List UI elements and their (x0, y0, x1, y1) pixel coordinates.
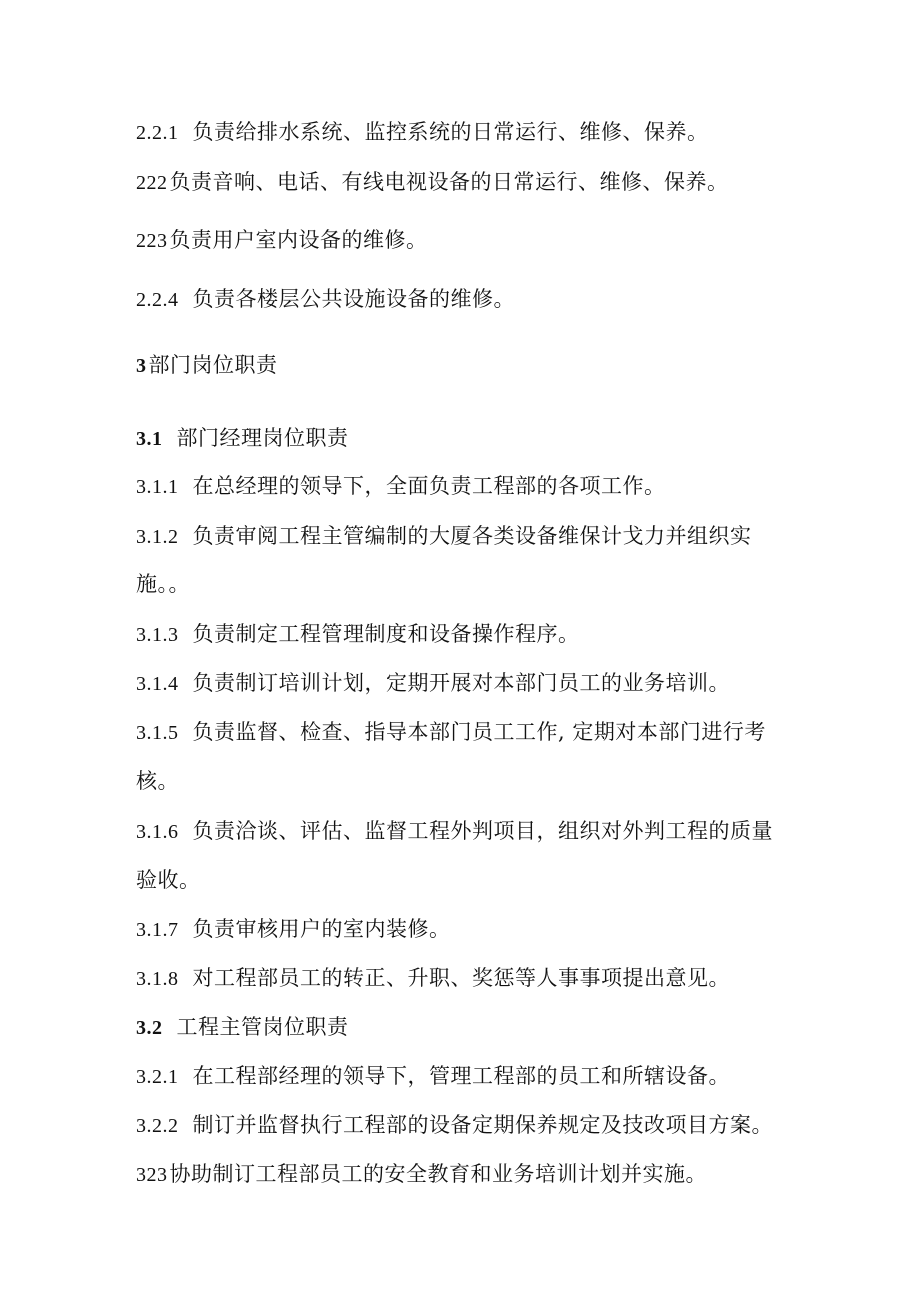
clause-text: 施。。 (136, 572, 190, 596)
clause-3-1-7 (136, 915, 451, 944)
clause-text: 对工程部员工的转正、升职、奖惩等人事事项提出意见。 (192, 966, 730, 990)
clause-text: 负责审阅工程主管编制的大厦各类设备维保计戈力并组织实 (192, 524, 752, 548)
clause-2-2-4 (136, 285, 515, 314)
clause-2-2-1 (136, 118, 709, 147)
clause-text: 制订并监督执行工程部的设备定期保养规定及技改项目方案。 (192, 1113, 773, 1137)
clause-text: 在工程部经理的领导下，管理工程部的员工和所辖设备。 (192, 1064, 730, 1088)
clause-3-2-1 (136, 1062, 730, 1091)
clause-text: 负责给排水系统、监控系统的日常运行、维修、保养。 (192, 120, 709, 144)
clause-3-1-5-continuation (136, 767, 179, 795)
clause-number: 3.1.2 (136, 526, 179, 548)
clause-text: 负责洽谈、评估、监督工程外判项目，组织对外判工程的质量 (192, 819, 773, 843)
clause-number: 2.2.1 (136, 122, 179, 144)
clause-3-2-3 (136, 1160, 707, 1189)
clause-text: 负责各楼层公共设施设备的维修。 (192, 287, 515, 311)
subsection-number: 3.2 (136, 1017, 163, 1039)
clause-3-1-5 (136, 718, 766, 747)
clause-text: 核。 (136, 769, 179, 793)
clause-number: 3.1.1 (136, 476, 179, 498)
clause-3-1-4 (136, 669, 730, 698)
clause-number: 323 (136, 1164, 168, 1186)
clause-3-1-2-continuation (136, 570, 190, 598)
clause-3-1-3 (136, 620, 580, 649)
subsection-title: 部门经理岗位职责 (176, 426, 349, 450)
section-number: 3 (136, 355, 147, 377)
clause-number: 3.2.2 (136, 1115, 179, 1137)
clause-2-2-2 (136, 168, 729, 197)
clause-3-1-6 (136, 817, 773, 846)
section-title: 部门岗位职责 (148, 353, 278, 377)
subsection-heading-3-2 (136, 1013, 349, 1042)
clause-text: 负责审核用户的室内装修。 (192, 917, 451, 941)
clause-number: 3.1.8 (136, 968, 179, 990)
clause-number: 222 (136, 172, 168, 194)
subsection-title: 工程主管岗位职责 (176, 1015, 349, 1039)
clause-3-1-8 (136, 964, 730, 993)
clause-number: 3.1.5 (136, 722, 179, 744)
clause-text: 负责音响、电话、有线电视设备的日常运行、维修、保养。 (169, 170, 729, 194)
clause-3-1-1 (136, 472, 666, 501)
clause-number: 223 (136, 230, 168, 252)
clause-number: 3.1.7 (136, 919, 179, 941)
clause-text: 在总经理的领导下，全面负责工程部的各项工作。 (192, 474, 666, 498)
clause-text: 负责用户室内设备的维修。 (169, 228, 428, 252)
clause-number: 3.1.6 (136, 821, 179, 843)
clause-number: 2.2.4 (136, 289, 179, 311)
clause-text: 负责制订培训计划，定期开展对本部门员工的业务培训。 (192, 671, 730, 695)
clause-number: 3.1.3 (136, 624, 179, 646)
clause-text: 负责制定工程管理制度和设备操作程序。 (192, 622, 580, 646)
clause-2-2-3 (136, 226, 428, 255)
clause-3-1-6-continuation (136, 866, 201, 894)
clause-text: 验收。 (136, 868, 201, 892)
subsection-number: 3.1 (136, 428, 163, 450)
clause-3-2-2 (136, 1111, 773, 1140)
clause-3-1-2 (136, 522, 752, 551)
section-heading-3 (136, 351, 278, 380)
clause-text: 负责监督、检查、指导本部门员工工作, 定期对本部门进行考 (192, 720, 766, 744)
subsection-heading-3-1 (136, 424, 349, 453)
clause-text: 协助制订工程部员工的安全教育和业务培训计划并实施。 (169, 1162, 707, 1186)
clause-number: 3.1.4 (136, 673, 179, 695)
clause-number: 3.2.1 (136, 1066, 179, 1088)
